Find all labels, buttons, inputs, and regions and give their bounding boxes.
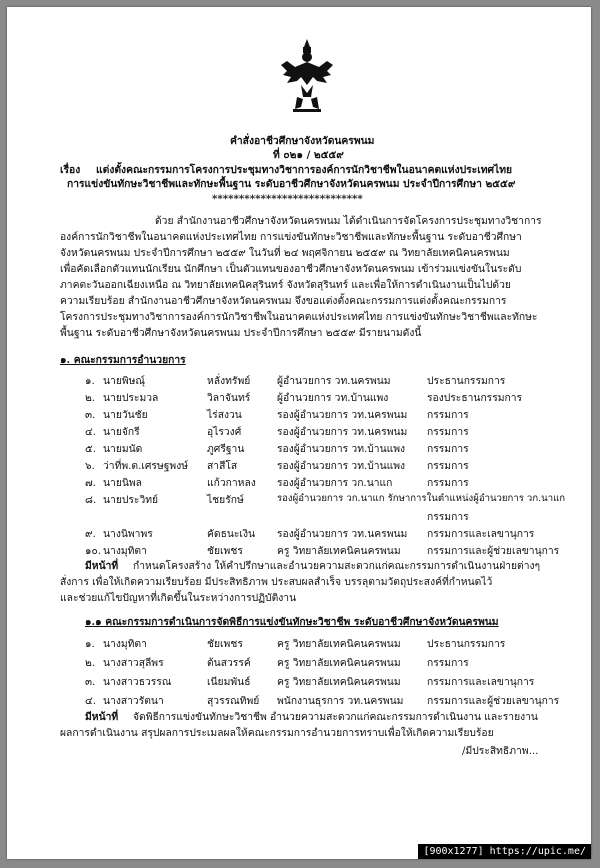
member-no: ๗. [85,477,97,489]
stars-divider: **************************** [212,193,363,205]
member-position: รองผู้อำนวยการ วท.นครพนม [277,528,408,540]
member-role: กรรมการ [427,443,469,455]
intro-line: ภาคตะวันออกเฉียงเหนือ ณ วิทยาลัยเทคนิคสุรินทร์ จังหวัดสุรินทร์ และเพื่อให้การดำเนินงานเป็นไปด้วย [60,279,511,291]
member-row [85,423,525,436]
member-no: ๘. [85,494,97,506]
member-surname: หลั่งทรัพย์ [207,375,251,387]
member-surname: ภูศรีฐาน [207,443,245,455]
member-surname: ไชยรักษ์ [207,494,244,506]
member-role: กรรมการ [427,409,469,421]
member-role: รองประธานกรรมการ [427,392,523,404]
member-position: ครู วิทยาลัยเทคนิคนครพนม [277,638,401,650]
member-row [85,440,525,453]
member-surname: เนียมพันธ์ [207,676,251,688]
member-surname: ไร่สงวน [207,409,242,421]
duty-line: กำหนดโครงสร้าง ให้คำปรึกษาและอำนวยความสะดวกแก่คณะกรรมการดำเนินงานฝ่ายต่างๆ [133,560,541,572]
member-name: นางมุทิตา [103,545,147,557]
member-name: นายนิพล [103,477,142,489]
duty-line: สั่งการ เพื่อให้เกิดความเรียบร้อย มีประสิทธิภาพ ประสบผลสำเร็จ บรรลุตามวัตถุประสงค์ที่กำหนดไว้ [60,576,493,588]
order-title: คำสั่งอาชีวศึกษาจังหวัดนครพนม [230,135,375,147]
member-row [85,389,525,402]
member-no: ๓. [85,409,96,421]
member-position: ครู วิทยาลัยเทคนิคนครพนม [277,657,401,669]
order-number: ที่ ๐๒๑ / ๒๕๕๙ [273,149,344,161]
member-no: ๑๐. [85,545,102,557]
intro-line: เพื่อคัดเลือกตัวแทนนักเรียน นักศึกษา เป็นตัวแทนของอาชีวศึกษาจังหวัดนครพนม เข้าร่วมแข่งขันในระดับ [60,263,522,275]
member-position: ผู้อำนวยการ วท.นครพนม [277,375,391,387]
member-row [85,457,525,470]
member-row [85,372,525,385]
member-position: รองผู้อำนวยการ วท.บ้านแพง [277,443,406,455]
section-1-title: ๑. คณะกรรมการอำนวยการ [60,354,186,366]
member-name: นางสาวรัตนา [103,695,164,707]
member-position: รองผู้อำนวยการ วก.นาแก รักษาการในตำแหน่งผู้อำนวยการ วก.นาแก [277,493,566,504]
member-role: ประธานกรรมการ [427,638,506,650]
member-surname: อุไรวงศ์ [207,426,242,438]
member-name: นายประมวล [103,392,159,404]
member-role: กรรมการและเลขานุการ [427,676,535,688]
member-position: ครู วิทยาลัยเทคนิคนครพนม [277,676,401,688]
garuda-emblem-icon [277,37,337,115]
member-row [85,654,525,667]
member-row [85,525,535,540]
document-page [7,7,591,859]
intro-line: ความเรียบร้อย สำนักงานอาชีวศึกษาจังหวัดนครพนม จึงขอแต่งตั้งคณะกรรมการแต่งตั้งคณะกรรมการ [60,295,507,307]
member-no: ๙. [85,528,96,540]
member-row [85,474,525,487]
member-position: รองผู้อำนวยการ วท.นครพนม [277,426,408,438]
member-name: นายพิษณุ์ [103,375,145,387]
intro-line: พื้นฐาน ระดับอาชีวศึกษาจังหวัดนครพนม ประจำปีการศึกษา ๒๕๕๙ มีรายนามดังนี้ [60,327,422,339]
member-role: กรรมการ [427,477,469,489]
member-name: นายจักรี [103,426,140,438]
member-position: รองผู้อำนวยการ วท.บ้านแพง [277,460,406,472]
member-row [85,406,525,419]
member-surname: คัดธนะเงิน [207,528,256,540]
member-position: ครู วิทยาลัยเทคนิคนครพนม [277,545,401,557]
member-surname: แก้วกาหลง [207,477,256,489]
member-name: นายประวิทย์ [103,494,159,506]
subject-label: เรื่อง [60,164,81,176]
member-surname: สาสีโส [207,460,238,472]
member-position: พนักงานธุรการ วท.นครพนม [277,695,404,707]
member-role: กรรมการ [427,657,469,669]
member-surname: ชัยเพชร [207,545,243,557]
member-row [85,508,525,521]
member-no: ๔. [85,695,97,707]
member-position: รองผู้อำนวยการ วก.นาแก [277,477,393,489]
member-row [85,542,560,557]
member-surname: สุวรรณทิพย์ [207,695,260,707]
member-row [85,692,560,707]
member-surname: ต้นสวรรค์ [207,657,251,669]
member-row [85,491,566,506]
member-no: ๔. [85,426,97,438]
member-surname: วิลาจันทร์ [207,392,251,404]
member-no: ๒. [85,392,96,404]
member-name: นางมุทิตา [103,638,147,650]
member-role: กรรมการและผู้ช่วยเลขานุการ [427,695,560,707]
member-role: กรรมการและผู้ช่วยเลขานุการ [427,545,560,557]
member-role: กรรมการ [427,426,469,438]
member-surname: ชัยเพชร [207,638,243,650]
member-row [85,635,525,648]
subject-line-2: การแข่งขันทักษะวิชาชีพและทักษะพื้นฐาน ระดับอาชีวศึกษาจังหวัดนครพนม ประจำปีการศึกษา ๒๕๕๙ [67,178,516,190]
member-name: นายมนัด [103,443,143,455]
intro-line: โครงการประชุมทางวิชาการองค์การนักวิชาชีพในอนาคตแห่งประเทศไทย การแข่งขันทักษะวิชาชีพและทักษะ [60,311,538,323]
member-no: ๓. [85,676,96,688]
member-role: กรรมการและเลขานุการ [427,528,535,540]
intro-line: ด้วย สำนักงานอาชีวศึกษาจังหวัดนครพนม ได้ดำเนินการจัดโครงการประชุมทางวิชาการ [155,215,542,227]
member-name: นายวันชัย [103,409,148,421]
member-position: ผู้อำนวยการ วท.บ้านแพง [277,392,389,404]
duty-label: มีหน้าที่ [85,560,119,572]
member-no: ๑. [85,375,95,387]
member-row [85,673,535,688]
member-no: ๕. [85,443,97,455]
duty-line: และช่วยแก้ไขปัญหาที่เกิดขึ้นในระหว่างการปฏิบัติงาน [60,592,297,604]
intro-line: องค์การนักวิชาชีพในอนาคตแห่งประเทศไทย การแข่งขันทักษะวิชาชีพและทักษะพื้นฐาน ระดับอาชีวศึกษา [60,231,522,243]
watermark-stamp: [900x1277] https://upic.me/ [418,844,591,859]
member-no: ๑. [85,638,95,650]
member-name: ว่าที่พ.ต.เศรษฐพงษ์ [103,460,189,472]
member-no: ๖. [85,460,95,472]
member-role: ประธานกรรมการ [427,375,506,387]
duty-label: มีหน้าที่ [85,711,119,723]
member-name: นางสาวธวรรณ [103,676,172,688]
member-no: ๒. [85,657,96,669]
section-1-1-title: ๑.๑ คณะกรรมการดำเนินการจัดพิธีการแข่งขันทักษะวิชาชีพ ระดับอาชีวศึกษาจังหวัดนครพนม [85,616,499,628]
continued-marker: /มีประสิทธิภาพ... [462,745,539,757]
intro-line: จังหวัดนครพนม ประจำปีการศึกษา ๒๕๕๙ ในวันที่ ๒๔ พฤศจิกายน ๒๕๕๙ ณ วิทยาลัยเทคนิคนครพนม [60,247,510,259]
member-name: นางสาวสุลีพร [103,657,164,669]
member-role: กรรมการ [427,511,469,523]
duty-line: ผลการดำเนินงาน สรุปผลการประเมลผลให้คณะกรรมการอำนวยการทราบเพื่อให้เกิดความเรียบร้อย [60,727,494,739]
member-role: กรรมการ [427,460,469,472]
duty-line: จัดพิธีการแข่งขันทักษะวิชาชีพ อำนวยความสะดวกแก่คณะกรรมการดำเนินงาน และรายงาน [133,711,538,723]
subject-line-1: แต่งตั้งคณะกรรมการโครงการประชุมทางวิชาการองค์การนักวิชาชีพในอนาคตแห่งประเทศไทย [96,164,513,176]
member-name: นางนิพาพร [103,528,153,540]
member-position: รองผู้อำนวยการ วท.นครพนม [277,409,408,421]
